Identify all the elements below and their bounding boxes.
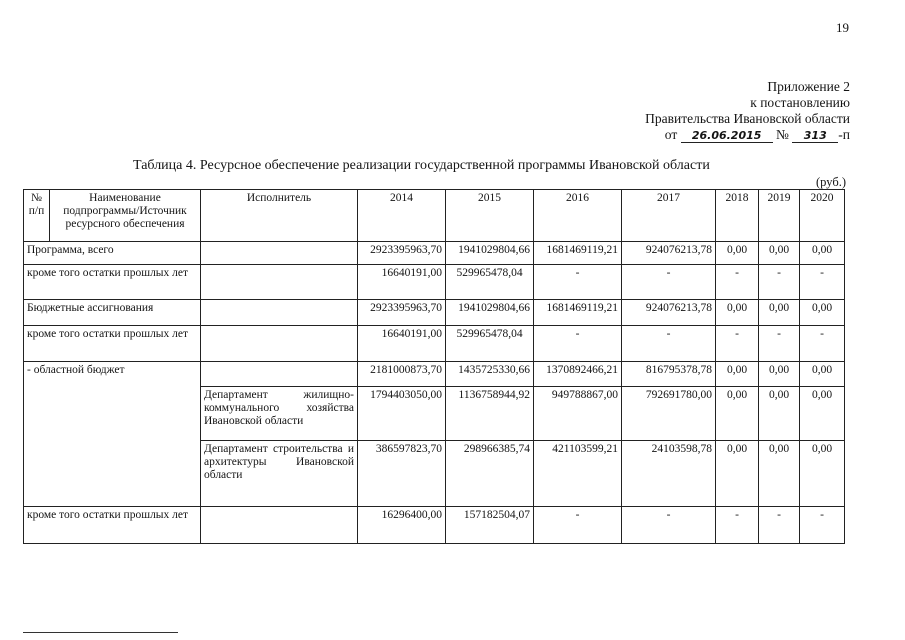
cell-2019: 0,00 [759, 387, 800, 441]
row-executor [201, 362, 358, 387]
cell-2018: - [716, 326, 759, 362]
header-name: Наименование подпрограммы/Источник ресурсного обеспечения [50, 190, 201, 242]
cell-2017: - [622, 265, 716, 300]
row-name: кроме того остатки прошлых лет [24, 265, 201, 300]
cell-2014: 2923395963,70 [358, 242, 446, 265]
cell-2017: 924076213,78 [622, 242, 716, 265]
cell-2014: 2181000873,70 [358, 362, 446, 387]
number-suffix: -п [838, 127, 850, 142]
cell-2016: - [534, 507, 622, 544]
cell-2015: 529965478,04 [446, 265, 534, 300]
appendix-header [645, 79, 850, 143]
cell-2018: 0,00 [716, 242, 759, 265]
cell-2014: 16640191,00 [358, 326, 446, 362]
table-row [24, 507, 845, 544]
table-row [24, 362, 845, 387]
header-2020: 2020 [800, 190, 845, 242]
table-row [24, 242, 845, 265]
cell-2019: - [759, 507, 800, 544]
currency-unit: (руб.) [816, 175, 846, 189]
row-name: Программа, всего [24, 242, 201, 265]
cell-2017: 24103598,78 [622, 441, 716, 507]
table-row [24, 300, 845, 326]
cell-2020: - [800, 326, 845, 362]
appendix-date-line [645, 127, 850, 143]
row-executor: Департамент жилищно-коммунального хозяйства Ивановской области [201, 387, 358, 441]
cell-2019: - [759, 326, 800, 362]
cell-2015: 157182504,07 [446, 507, 534, 544]
cell-2018: - [716, 265, 759, 300]
cell-2016: 1681469119,21 [534, 300, 622, 326]
row-executor: Департамент строительства и архитектуры Ивановской области [201, 441, 358, 507]
cell-2015: 1136758944,92 [446, 387, 534, 441]
cell-2020: - [800, 265, 845, 300]
table-title: Таблица 4. Ресурсное обеспечение реализации государственной программы Ивановской области [133, 158, 710, 173]
cell-2019: 0,00 [759, 242, 800, 265]
cell-2018: - [716, 507, 759, 544]
number-sign: № [776, 127, 789, 142]
header-2019: 2019 [759, 190, 800, 242]
cell-2018: 0,00 [716, 441, 759, 507]
resource-table [23, 189, 845, 544]
cell-2017: 792691780,00 [622, 387, 716, 441]
header-row [24, 190, 845, 242]
cell-2016: 949788867,00 [534, 387, 622, 441]
cell-2015: 1941029804,66 [446, 242, 534, 265]
from-label: от [664, 127, 678, 142]
cell-2015: 1435725330,66 [446, 362, 534, 387]
header-no: № п/п [24, 190, 50, 242]
row-name: кроме того остатки прошлых лет [24, 326, 201, 362]
cell-2017: 816795378,78 [622, 362, 716, 387]
row-executor [201, 507, 358, 544]
cell-2020: 0,00 [800, 300, 845, 326]
header-executor: Исполнитель [201, 190, 358, 242]
cell-2019: 0,00 [759, 362, 800, 387]
cell-2020: 0,00 [800, 387, 845, 441]
row-name: - областной бюджет [24, 362, 201, 507]
cell-2016: - [534, 326, 622, 362]
cell-2016: 1370892466,21 [534, 362, 622, 387]
cell-2014: 16296400,00 [358, 507, 446, 544]
cell-2018: 0,00 [716, 362, 759, 387]
appendix-title: Приложение 2 [767, 79, 850, 94]
cell-2016: - [534, 265, 622, 300]
cell-2016: 421103599,21 [534, 441, 622, 507]
cell-2015: 1941029804,66 [446, 300, 534, 326]
footnote-rule [23, 632, 178, 633]
cell-2016: 1681469119,21 [534, 242, 622, 265]
header-2015: 2015 [446, 190, 534, 242]
table-row [24, 326, 845, 362]
header-2017: 2017 [622, 190, 716, 242]
header-2016: 2016 [534, 190, 622, 242]
cell-2019: 0,00 [759, 441, 800, 507]
page-number: 19 [836, 20, 849, 35]
row-executor [201, 265, 358, 300]
cell-2017: - [622, 326, 716, 362]
cell-2018: 0,00 [716, 300, 759, 326]
cell-2020: 0,00 [800, 242, 845, 265]
cell-2020: - [800, 507, 845, 544]
appendix-to-resolution: к постановлению [750, 95, 850, 110]
row-executor [201, 242, 358, 265]
resolution-number: 313 [792, 129, 838, 143]
cell-2017: 924076213,78 [622, 300, 716, 326]
cell-2018: 0,00 [716, 387, 759, 441]
cell-2014: 16640191,00 [358, 265, 446, 300]
header-2014: 2014 [358, 190, 446, 242]
cell-2015: 298966385,74 [446, 441, 534, 507]
cell-2019: 0,00 [759, 300, 800, 326]
cell-2020: 0,00 [800, 441, 845, 507]
header-2018: 2018 [716, 190, 759, 242]
row-name: Бюджетные ассигнования [24, 300, 201, 326]
resolution-date: 26.06.2015 [681, 129, 773, 143]
row-name: кроме того остатки прошлых лет [24, 507, 201, 544]
cell-2014: 1794403050,00 [358, 387, 446, 441]
cell-2015: 529965478,04 [446, 326, 534, 362]
appendix-government: Правительства Ивановской области [645, 111, 850, 126]
table-row [24, 265, 845, 300]
cell-2017: - [622, 507, 716, 544]
row-executor [201, 326, 358, 362]
cell-2019: - [759, 265, 800, 300]
cell-2020: 0,00 [800, 362, 845, 387]
row-executor [201, 300, 358, 326]
cell-2014: 386597823,70 [358, 441, 446, 507]
cell-2014: 2923395963,70 [358, 300, 446, 326]
